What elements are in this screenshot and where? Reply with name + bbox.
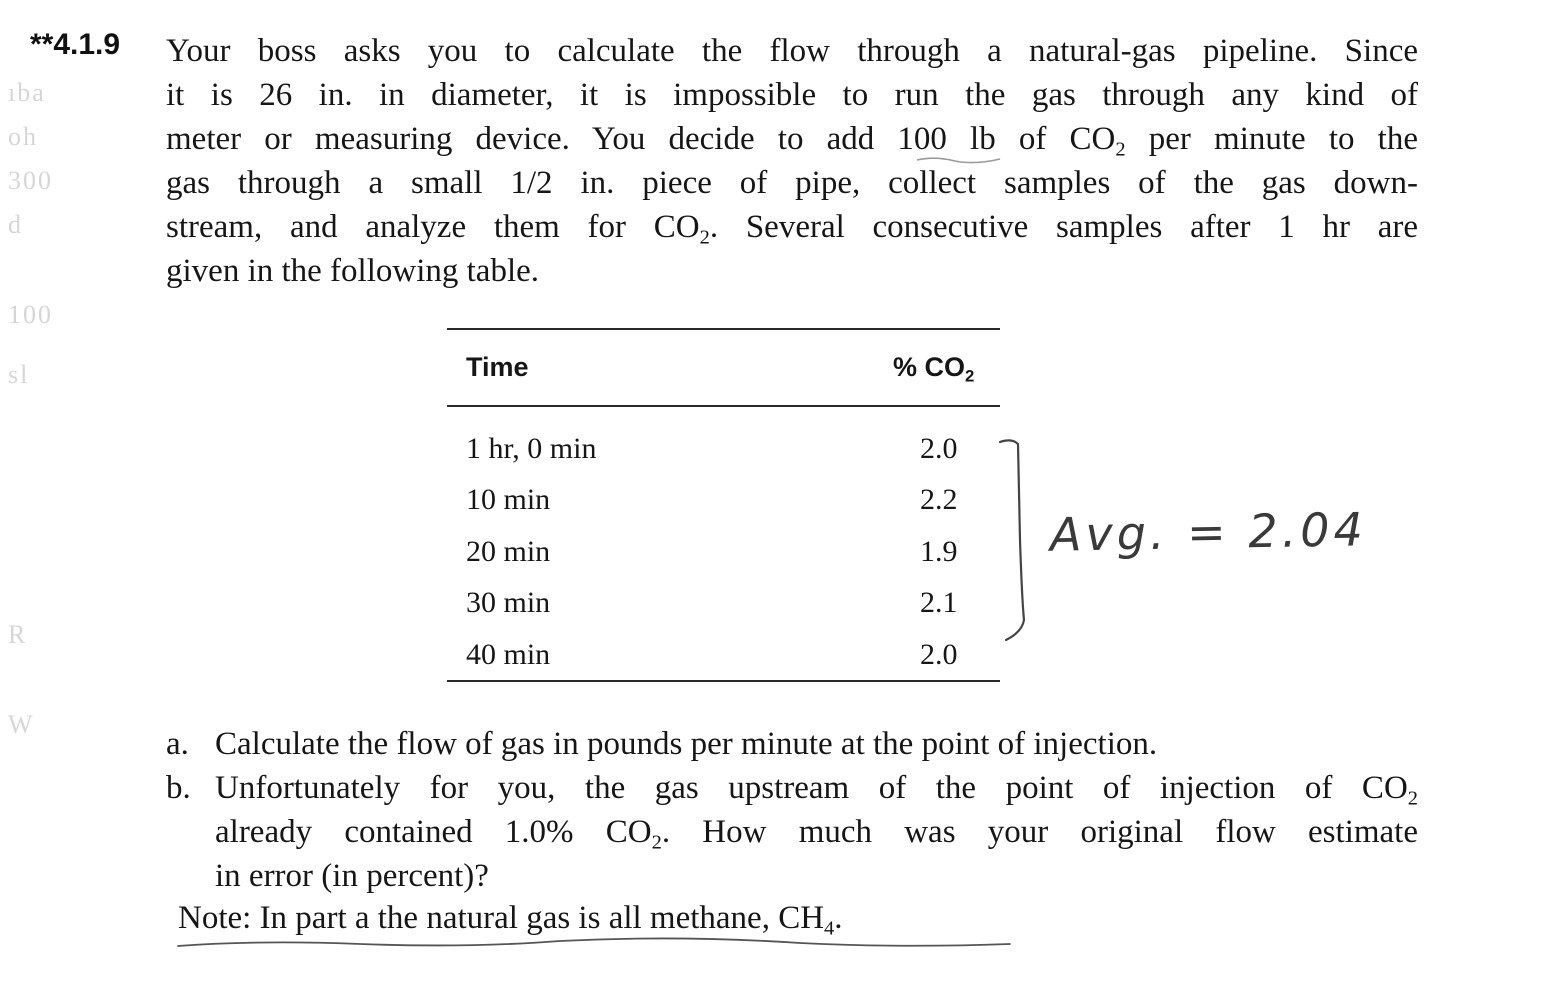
problem-line-4: gas through a small 1/2 in. piece of pipe, collect samples of the gas down- — [166, 165, 1418, 201]
question-a-text: Calculate the flow of gas in pounds per minute at the point of injection. — [215, 726, 1158, 762]
bleed-through-mark: 100 — [8, 300, 53, 329]
table-cell-value: 1.9 — [920, 535, 958, 568]
bleed-through-mark: sl — [8, 360, 30, 389]
bleed-through-mark: d — [8, 210, 23, 239]
question-b-label: b. — [166, 770, 191, 806]
bleed-through-mark: W — [8, 710, 35, 739]
table-cell-value: 2.0 — [920, 432, 958, 465]
question-b-line-2: already contained 1.0% $CO_2$. How much was your original flow estimate — [215, 814, 1418, 854]
question-b-line-3: in error (in percent)? — [215, 858, 489, 894]
table-header-co2: % $CO_2$ — [893, 352, 975, 386]
table-cell-value: 2.2 — [920, 483, 958, 516]
note-line: Note: In part a the natural gas is all methane, $CH_4$. — [178, 900, 843, 940]
table-cell-value: 2.0 — [920, 638, 958, 671]
table-cell-time: 20 min — [466, 535, 551, 568]
handwritten-average-note: Avg. = 2.04 — [1049, 502, 1368, 562]
problem-line-6: given in the following table. — [166, 253, 540, 289]
problem-line-5: stream, and analyze them for $CO_2$. Several consecutive samples after 1 hr are — [166, 209, 1419, 249]
bleed-through-mark: oh — [8, 122, 38, 151]
table-cell-time: 1 hr, 0 min — [466, 432, 597, 465]
table-cell-time: 10 min — [466, 483, 551, 516]
bleed-through-mark: ıba — [8, 78, 46, 107]
problem-line-3: meter or measuring device. You decide to add 100 lb of $CO_2$ per minute to the — [166, 121, 1418, 161]
table-cell-value: 2.1 — [920, 586, 958, 619]
problem-line-1: Your boss asks you to calculate the flow through a natural-gas pipeline. Since — [166, 33, 1418, 69]
table-header-time: Time — [466, 352, 529, 382]
question-b-line-1: Unfortunately for you, the gas upstream of the point of injection of $CO_2$ — [215, 770, 1418, 810]
problem-line-2: it is 26 in. in diameter, it is impossible to run the gas through any kind of — [166, 77, 1418, 113]
question-a-label: a. — [166, 726, 189, 762]
problem-number: **4.1.9 — [30, 28, 121, 61]
table-cell-time: 30 min — [466, 586, 551, 619]
table-cell-time: 40 min — [466, 638, 551, 671]
bleed-through-mark: 300 — [8, 166, 53, 195]
bleed-through-mark: R — [8, 620, 28, 649]
